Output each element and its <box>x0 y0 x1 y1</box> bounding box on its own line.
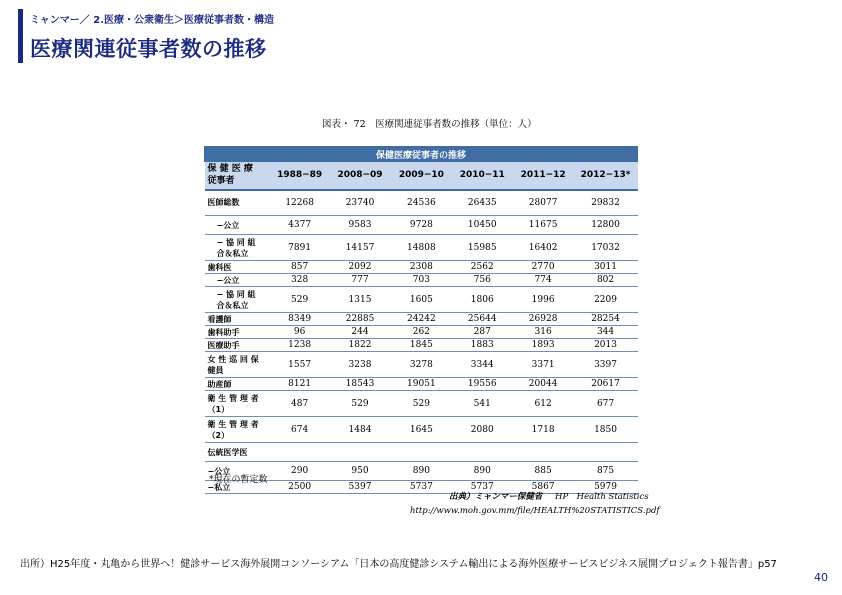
table-cell: 802 <box>574 274 638 287</box>
table-row <box>205 216 638 235</box>
table-cell: 18543 <box>329 378 391 391</box>
column-header-year: 1988−89 <box>270 162 329 190</box>
table-row <box>205 417 638 443</box>
table-row <box>205 287 638 313</box>
table-cell: 26928 <box>513 313 574 326</box>
table-cell <box>574 443 638 462</box>
health-workers-table-container <box>204 146 638 494</box>
table-cell: 756 <box>452 274 513 287</box>
table-cell: 28254 <box>574 313 638 326</box>
table-cell: 677 <box>574 391 638 417</box>
table-row <box>205 274 638 287</box>
table-cell: 5979 <box>574 481 638 494</box>
table-row <box>205 235 638 261</box>
row-label: 助産師 <box>205 378 271 391</box>
table-cell: 344 <box>574 326 638 339</box>
table-cell: 3397 <box>574 352 638 378</box>
source-text: HP Health Statistics <box>555 492 649 502</box>
row-label: −公立 <box>205 274 271 287</box>
column-header-year: 2010−11 <box>452 162 513 190</box>
table-cell: 857 <box>270 261 329 274</box>
health-workers-table <box>204 146 638 494</box>
table-cell: 20044 <box>513 378 574 391</box>
table-cell: 29832 <box>574 190 638 216</box>
table-cell <box>513 443 574 462</box>
row-label: 衛 生 管 理 者 （2） <box>205 417 271 443</box>
table-cell: 2562 <box>452 261 513 274</box>
table-cell: 875 <box>574 462 638 481</box>
table-cell: 1883 <box>452 339 513 352</box>
table-cell: 12800 <box>574 216 638 235</box>
table-cell: 24536 <box>391 190 452 216</box>
table-cell: 14157 <box>329 235 391 261</box>
table-cell: 96 <box>270 326 329 339</box>
table-cell: 885 <box>513 462 574 481</box>
table-cell: 3238 <box>329 352 391 378</box>
table-cell: 5867 <box>513 481 574 494</box>
table-title: 保健医療従事者の推移 <box>205 147 638 162</box>
table-cell: 25644 <box>452 313 513 326</box>
table-row <box>205 391 638 417</box>
table-row <box>205 378 638 391</box>
table-cell <box>391 443 452 462</box>
table-cell: 2770 <box>513 261 574 274</box>
row-label: 女 性 巡 回 保 健員 <box>205 352 271 378</box>
table-cell: 24242 <box>391 313 452 326</box>
table-cell: 1996 <box>513 287 574 313</box>
table-cell: 4377 <box>270 216 329 235</box>
table-cell: 3344 <box>452 352 513 378</box>
row-label: 医師総数 <box>205 190 271 216</box>
table-cell: 1315 <box>329 287 391 313</box>
table-cell: 19051 <box>391 378 452 391</box>
table-cell: 316 <box>513 326 574 339</box>
table-cell: 5737 <box>452 481 513 494</box>
row-label: − 協 同 組 合＆私立 <box>205 235 271 261</box>
source-line <box>449 490 649 502</box>
footer-source-note: 出所）H25年度・丸亀から世界へ！健診サービス海外展開コンソーシアム「日本の高度健診システム輸出による海外医療サービスビジネス展開プロジェクト報告書」p57 <box>20 559 777 570</box>
table-cell: 26435 <box>452 190 513 216</box>
column-header-year: 2012−13* <box>574 162 638 190</box>
table-cell <box>452 443 513 462</box>
table-row <box>205 313 638 326</box>
table-cell: 5397 <box>329 481 391 494</box>
table-cell: 22885 <box>329 313 391 326</box>
table-cell: 1893 <box>513 339 574 352</box>
table-cell: 1822 <box>329 339 391 352</box>
table-cell: 890 <box>452 462 513 481</box>
table-cell: 2308 <box>391 261 452 274</box>
table-cell: 529 <box>270 287 329 313</box>
row-label: 看護師 <box>205 313 271 326</box>
table-cell: 541 <box>452 391 513 417</box>
table-cell: 7891 <box>270 235 329 261</box>
row-label: 衛 生 管 理 者 （1） <box>205 391 271 417</box>
table-cell: 244 <box>329 326 391 339</box>
table-cell: 5737 <box>391 481 452 494</box>
table-cell: 529 <box>329 391 391 417</box>
row-label: 歯科医 <box>205 261 271 274</box>
row-label: −私立 <box>205 481 271 494</box>
table-cell: 23740 <box>329 190 391 216</box>
table-row <box>205 339 638 352</box>
table-cell: 1557 <box>270 352 329 378</box>
table-cell: 262 <box>391 326 452 339</box>
table-cell <box>329 443 391 462</box>
table-cell: 1718 <box>513 417 574 443</box>
breadcrumb: ミャンマー／ 2.医療・公衆衛生＞医療従事者数・構造 <box>30 15 275 26</box>
table-cell: 3371 <box>513 352 574 378</box>
table-cell: 12268 <box>270 190 329 216</box>
table-cell: 2209 <box>574 287 638 313</box>
table-cell: 20617 <box>574 378 638 391</box>
column-header-year: 2008−09 <box>329 162 391 190</box>
table-row <box>205 352 638 378</box>
row-label: 歯科助手 <box>205 326 271 339</box>
column-header-category: 保 健 医 療 従事者 <box>205 162 271 190</box>
source-url: http://www.moh.gov.mm/file/HEALTH%20STATISTICS.pdf <box>410 506 660 516</box>
table-cell: 1806 <box>452 287 513 313</box>
table-cell: 8121 <box>270 378 329 391</box>
row-label: 伝統医学医 <box>205 443 271 462</box>
table-cell: 28077 <box>513 190 574 216</box>
table-row <box>205 326 638 339</box>
table-cell: 950 <box>329 462 391 481</box>
table-cell: 2092 <box>329 261 391 274</box>
table-cell: 674 <box>270 417 329 443</box>
table-cell: 9728 <box>391 216 452 235</box>
table-cell: 9583 <box>329 216 391 235</box>
page-title: 医療関連従事者数の推移 <box>30 37 267 61</box>
column-header-year: 2009−10 <box>391 162 452 190</box>
table-row <box>205 261 638 274</box>
table-cell: 612 <box>513 391 574 417</box>
table-cell: 777 <box>329 274 391 287</box>
table-cell: 703 <box>391 274 452 287</box>
table-cell: 17032 <box>574 235 638 261</box>
table-cell: 1484 <box>329 417 391 443</box>
table-cell: 1850 <box>574 417 638 443</box>
table-cell: 11675 <box>513 216 574 235</box>
table-cell: 2080 <box>452 417 513 443</box>
table-cell: 890 <box>391 462 452 481</box>
table-cell: 16402 <box>513 235 574 261</box>
table-cell: 8349 <box>270 313 329 326</box>
table-footnote: *現在の暫定数 <box>209 475 268 485</box>
table-cell: 3011 <box>574 261 638 274</box>
table-cell: 2013 <box>574 339 638 352</box>
table-cell <box>270 443 329 462</box>
table-cell: 287 <box>452 326 513 339</box>
table-cell: 529 <box>391 391 452 417</box>
row-label: −公立 <box>205 216 271 235</box>
table-cell: 774 <box>513 274 574 287</box>
column-header-year: 2011−12 <box>513 162 574 190</box>
title-accent-bar <box>18 9 23 63</box>
table-row <box>205 190 638 216</box>
table-cell: 1238 <box>270 339 329 352</box>
table-cell: 19556 <box>452 378 513 391</box>
row-label: − 協 同 組 合＆私立 <box>205 287 271 313</box>
source-label: 出典）ミャンマー保健省 <box>449 492 543 502</box>
table-cell: 1845 <box>391 339 452 352</box>
table-cell: 487 <box>270 391 329 417</box>
table-cell: 10450 <box>452 216 513 235</box>
table-cell: 1605 <box>391 287 452 313</box>
table-row <box>205 443 638 462</box>
figure-caption: 図表・ 72 医療関連従事者数の推移（単位：人） <box>322 119 537 130</box>
table-cell: 15985 <box>452 235 513 261</box>
row-label: 医療助手 <box>205 339 271 352</box>
table-cell: 14808 <box>391 235 452 261</box>
table-cell: 3278 <box>391 352 452 378</box>
table-cell: 328 <box>270 274 329 287</box>
table-cell: 290 <box>270 462 329 481</box>
table-cell: 2500 <box>270 481 329 494</box>
row-label: −公立 <box>205 462 271 481</box>
table-cell: 1645 <box>391 417 452 443</box>
table-row <box>205 462 638 481</box>
page-number: 40 <box>814 571 828 584</box>
table-header-row <box>205 162 638 190</box>
table-body <box>205 190 638 494</box>
